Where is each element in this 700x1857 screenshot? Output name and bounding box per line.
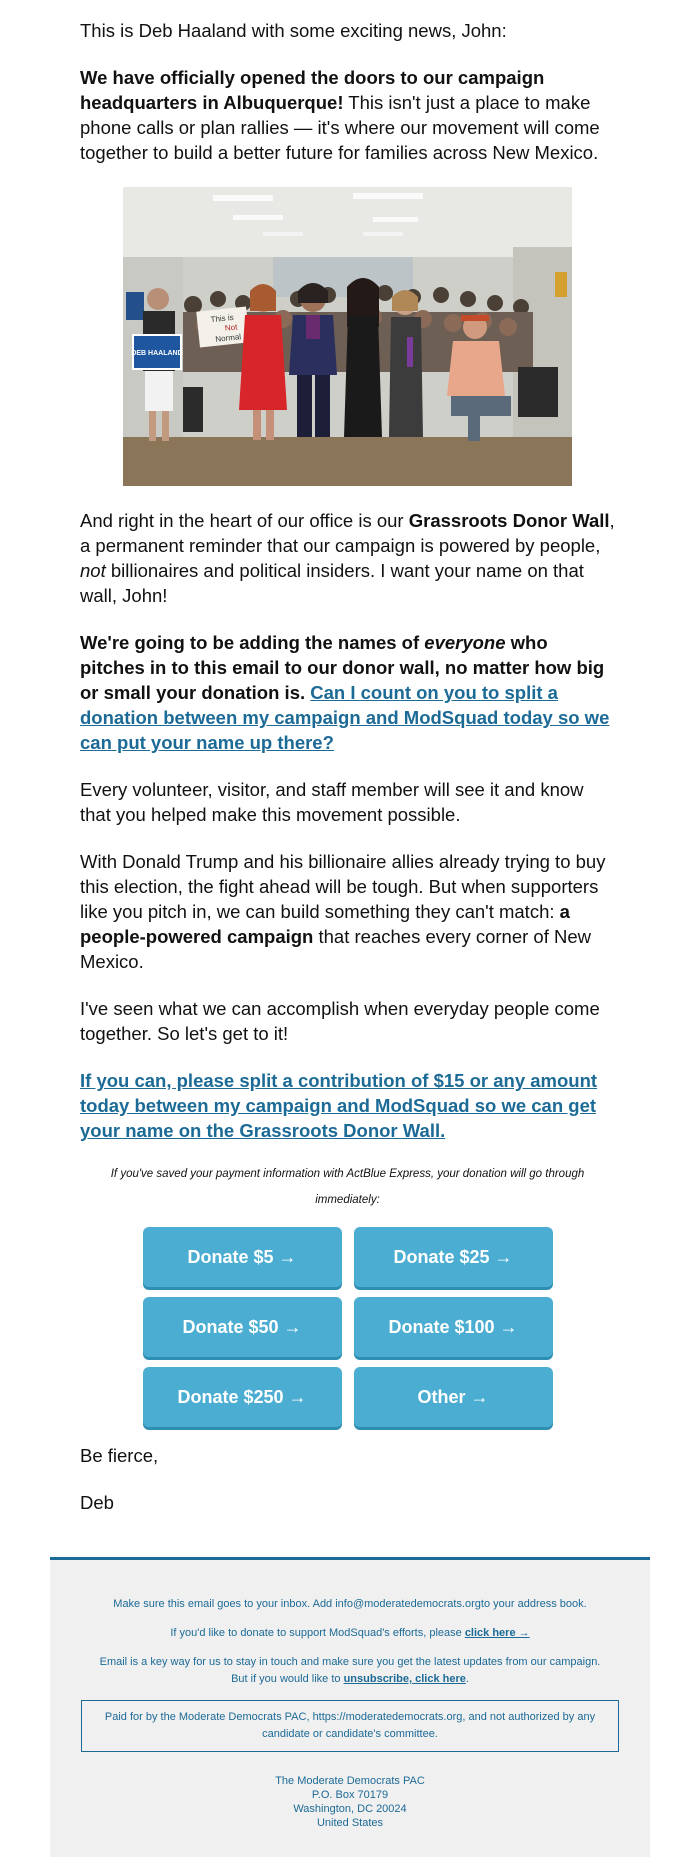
campaign-hq-photo	[123, 187, 572, 486]
footer-donate-text: If you'd like to donate to support ModSquad's efforts, please	[170, 1627, 465, 1639]
sign-not: Not	[224, 322, 238, 333]
names-c: who pitches in to this email to our donor wall, no matter how big or small your donation is.	[80, 632, 605, 703]
cta-link[interactable]: If you can, please split a contribution of $15 or any amount today between my campaign and ModSquad so we can get your name on the Grassroots Donor Wall.	[80, 1070, 598, 1141]
paid-for-disclaimer: Paid for by the Moderate Democrats PAC, https://moderatedemocrats.org, and not authorized by any candidate or candidate's committee.	[81, 1700, 619, 1752]
address-line-4: United States	[316, 1817, 384, 1829]
sign-normal: Normal	[214, 332, 242, 344]
address-line-1: The Moderate Democrats PAC	[275, 1775, 425, 1787]
footer-email-text: Email is a key way for us to stay in touch and make sure you get the latest updates from our campaign. But if you would like to	[99, 1656, 601, 1685]
hq-bold: We have officially opened the doors to our campaign headquarters in Albuquerque!	[80, 67, 545, 113]
names-b: everyone	[424, 632, 506, 653]
trump-a: With Donald Trump and his billionaire allies already trying to buy this election, the fight ahead will be tough. But when supporters like you pitch in, we can build something they can't match:	[80, 851, 606, 922]
donate-100-button[interactable]: Donate $100 →	[354, 1297, 553, 1357]
donate-250-button[interactable]: Donate $250 →	[143, 1367, 342, 1427]
address-line-3: Washington, DC 20024	[293, 1803, 407, 1815]
dw-a: And right in the heart of our office is our	[80, 510, 409, 531]
intro-line: This is Deb Haaland with some exciting news, John:	[80, 20, 507, 41]
dw-e: billionaires and political insiders. I want your name on that wall, John!	[80, 560, 584, 606]
footer-email-note	[50, 1654, 650, 1688]
footer-inbox-note: Make sure this email goes to your inbox. Add info@moderatedemocrats.orgto your address book.	[113, 1598, 587, 1610]
names-a: We're going to be adding the names of	[80, 632, 425, 653]
unsubscribe-link[interactable]: unsubscribe, click here	[343, 1673, 466, 1685]
footer-donate-link[interactable]: click here →	[464, 1627, 530, 1639]
paragraph-adding-names	[80, 630, 615, 755]
hq-rest: This isn't just a place to make phone calls or plan rallies — it's where our movement will come together to build a better future for families across New Mexico.	[80, 92, 600, 163]
address-line-2: P.O. Box 70179	[311, 1789, 389, 1801]
dw-b: Grassroots Donor Wall	[408, 510, 610, 531]
paragraph-volunteer: Every volunteer, visitor, and staff member will see it and know that you helped make this movement possible.	[80, 779, 584, 825]
signoff: Be fierce,	[80, 1445, 159, 1466]
photo-illustration	[123, 187, 572, 486]
donate-25-button[interactable]: Donate $25 →	[354, 1227, 553, 1287]
paragraph-seen: I've seen what we can accomplish when everyday people come together. So let's get to it!	[80, 998, 600, 1044]
split-donation-link[interactable]: Can I count on you to split a donation between my campaign and ModSquad today so we can put your name up there?	[80, 682, 610, 753]
footer-email-end: .	[465, 1673, 469, 1685]
actblue-express-note: If you've saved your payment information with ActBlue Express, your donation will go through immediately:	[110, 1168, 585, 1206]
sign-this-is: This is	[210, 312, 235, 325]
mailing-address	[50, 1774, 650, 1830]
signature: Deb	[80, 1492, 114, 1513]
photo-container	[80, 187, 615, 486]
donate-button-grid	[80, 1227, 615, 1427]
paragraph-trump	[80, 849, 615, 974]
trump-b: a people-powered campaign	[80, 901, 570, 947]
paragraph-donor-wall	[80, 508, 615, 608]
trump-c: that reaches every corner of New Mexico.	[80, 926, 591, 972]
donate-50-button[interactable]: Donate $50 →	[143, 1297, 342, 1357]
dw-d: not	[80, 560, 106, 581]
sign-deb-haaland: DEB HAALAND	[131, 350, 183, 357]
cta-paragraph	[80, 1068, 615, 1143]
donate-other-button[interactable]: Other →	[354, 1367, 553, 1427]
email-body	[80, 0, 615, 1515]
paragraph-hq	[80, 65, 615, 165]
donate-5-button[interactable]: Donate $5 →	[143, 1227, 342, 1287]
footer-donate-note	[50, 1625, 650, 1642]
dw-c: , a permanent reminder that our campaign is powered by people,	[80, 510, 615, 556]
email-footer	[50, 1557, 650, 1857]
